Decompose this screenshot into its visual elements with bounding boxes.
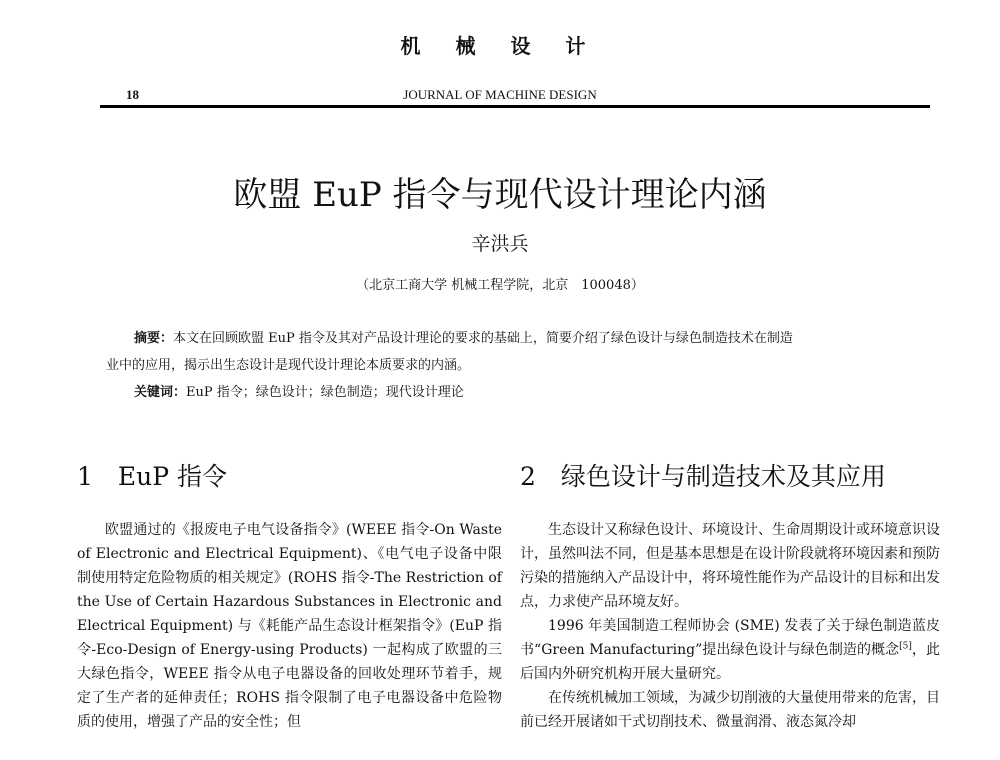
section-2-paragraph-2-text: 1996 年美国制造工程师协会 (SME) 发表了关于绿色制造蓝皮书“Green Manufacturing”提出绿色设计与绿色制造的概念 bbox=[520, 618, 940, 658]
abstract-text-1: 本文在回顾欧盟 EuP 指令及其对产品设计理论的要求的基础上，简要介绍了绿色设计与绿色制造技术在制造 bbox=[173, 331, 793, 346]
section-2-paragraph-2-tail: ，此后国内外研究机构开展大量研究。 bbox=[520, 642, 940, 682]
section-2-heading: 2 绿色设计与制造技术及其应用 bbox=[520, 462, 886, 491]
abstract-label: 摘要： bbox=[134, 331, 174, 346]
section-2-paragraph-2 bbox=[520, 614, 940, 686]
section-1-heading: 1 EuP 指令 bbox=[77, 462, 228, 491]
article-author: 辛洪兵 bbox=[471, 233, 529, 255]
section-2-paragraph-3: 在传统机械加工领域，为减少切削液的大量使用带来的危害，目前已经开展诸如干式切削技术、微量润滑、液态氮冷却 bbox=[520, 690, 940, 730]
header-rule bbox=[100, 105, 930, 108]
journal-name-cn: 机 械 设 计 bbox=[400, 34, 600, 58]
article-title: 欧盟 EuP 指令与现代设计理论内涵 bbox=[233, 175, 767, 215]
author-affiliation: （北京工商大学 机械工程学院，北京 100048） bbox=[356, 278, 644, 293]
left-column bbox=[77, 518, 502, 734]
citation-ref-5: [5] bbox=[899, 641, 912, 652]
keywords-text: EuP 指令；绿色设计；绿色制造；现代设计理论 bbox=[186, 385, 464, 400]
section-1-paragraph: 欧盟通过的《报废电子电气设备指令》(WEEE 指令-On Waste of Electronic and Electrical Equipment)、《电气电子设备中限制使用特定危险物质的相关规定》(ROHS 指令-The Restriction of the Use of Certain Hazardous Substances in Electronic and Electrical Equipment) 与《耗能产品生态设计框架指令》(EuP 指令-Eco-Design of Energy-using Products) 一起构成了欧盟的三大绿色指令，WEEE 指令从电子电器设备的回收处理环节着手，规定了生产者的延伸责任；ROHS 指令限制了电子电器设备中危险物质的使用，增强了产品的安全性；但 bbox=[77, 522, 502, 730]
page-number: 18 bbox=[126, 87, 139, 102]
abstract-line-2: 业中的应用，揭示出生态设计是现代设计理论本质要求的内涵。 bbox=[106, 358, 471, 373]
right-column bbox=[520, 518, 940, 734]
section-2-paragraph-1: 生态设计又称绿色设计、环境设计、生命周期设计或环境意识设计，虽然叫法不同，但是基本思想是在设计阶段就将环境因素和预防污染的措施纳入产品设计中，将环境性能作为产品设计的目标和出发点，力求使产品环境友好。 bbox=[520, 522, 940, 610]
keywords-line bbox=[134, 381, 464, 400]
abstract-line-1 bbox=[134, 327, 793, 346]
journal-name-en: JOURNAL OF MACHINE DESIGN bbox=[403, 87, 597, 102]
keywords-label: 关键词： bbox=[134, 385, 187, 400]
